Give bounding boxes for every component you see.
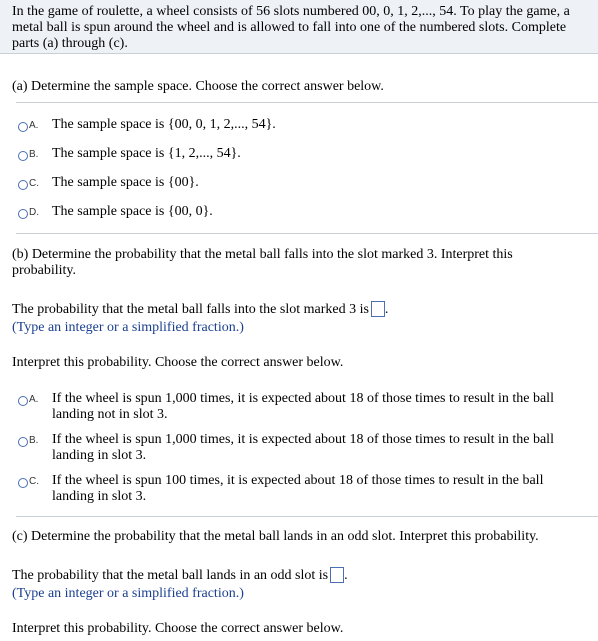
part-b-answer-input[interactable] [371,301,385,317]
option-letter: C. [29,178,39,189]
option-text: If the wheel is spun 100 times, it is expected about 18 of those times to result in the ball landing in slot 3. [52,473,544,504]
period: . [344,568,348,583]
option-text: The sample space is {00, 0}. [52,204,213,219]
option-letter: B. [29,435,39,446]
part-c-interpret-prompt: Interpret this probability. Choose the correct answer below. [12,621,344,636]
part-c-hint: (Type an integer or a simplified fraction.) [12,586,244,601]
option-letter: D. [29,207,39,218]
divider [16,102,598,103]
part-b-prompt: (b) Determine the probability that the metal ball falls into the slot marked 3. Interpret this probability. [12,247,513,278]
part-b-interpret-prompt: Interpret this probability. Choose the correct answer below. [12,355,344,370]
radio-button[interactable] [18,478,28,488]
radio-button[interactable] [18,396,28,406]
radio-button[interactable] [18,437,28,447]
part-a-prompt: (a) Determine the sample space. Choose the correct answer below. [12,79,384,94]
question-intro: In the game of roulette, a wheel consists of 56 slots numbered 00, 0, 1, 2,..., 54. To play the game, a metal ball is spun around the wheel and is allowed to fall into one of the numbered slots. Complete parts (a) through (c). [0,0,598,54]
part-b-answer-label: The probability that the metal ball falls into the slot marked 3 is [12,302,369,317]
part-c-answer-row [12,567,348,584]
option-text: If the wheel is spun 1,000 times, it is expected about 18 of those times to result in the ball landing not in slot 3. [52,391,554,422]
radio-button[interactable] [18,209,28,219]
divider [16,516,598,517]
option-text: The sample space is {1, 2,..., 54}. [52,146,241,161]
radio-button[interactable] [18,151,28,161]
radio-button[interactable] [18,180,28,190]
radio-button[interactable] [18,122,28,132]
part-b-hint: (Type an integer or a simplified fraction.) [12,320,244,335]
option-letter: A. [29,394,39,405]
option-letter: A. [29,120,39,131]
divider [16,233,598,234]
option-letter: B. [29,149,39,160]
part-c-answer-input[interactable] [330,567,344,583]
option-letter: C. [29,476,39,487]
period: . [384,302,389,317]
option-text: The sample space is {00, 0, 1, 2,..., 54}. [52,117,276,132]
part-c-answer-label: The probability that the metal ball lands in an odd slot is [12,568,329,583]
option-text: If the wheel is spun 1,000 times, it is expected about 18 of those times to result in the ball landing in slot 3. [52,432,554,463]
option-text: The sample space is {00}. [52,175,199,190]
part-c-prompt: (c) Determine the probability that the metal ball lands in an odd slot. Interpret this probability. [12,529,539,544]
part-b-answer-row [12,301,388,318]
